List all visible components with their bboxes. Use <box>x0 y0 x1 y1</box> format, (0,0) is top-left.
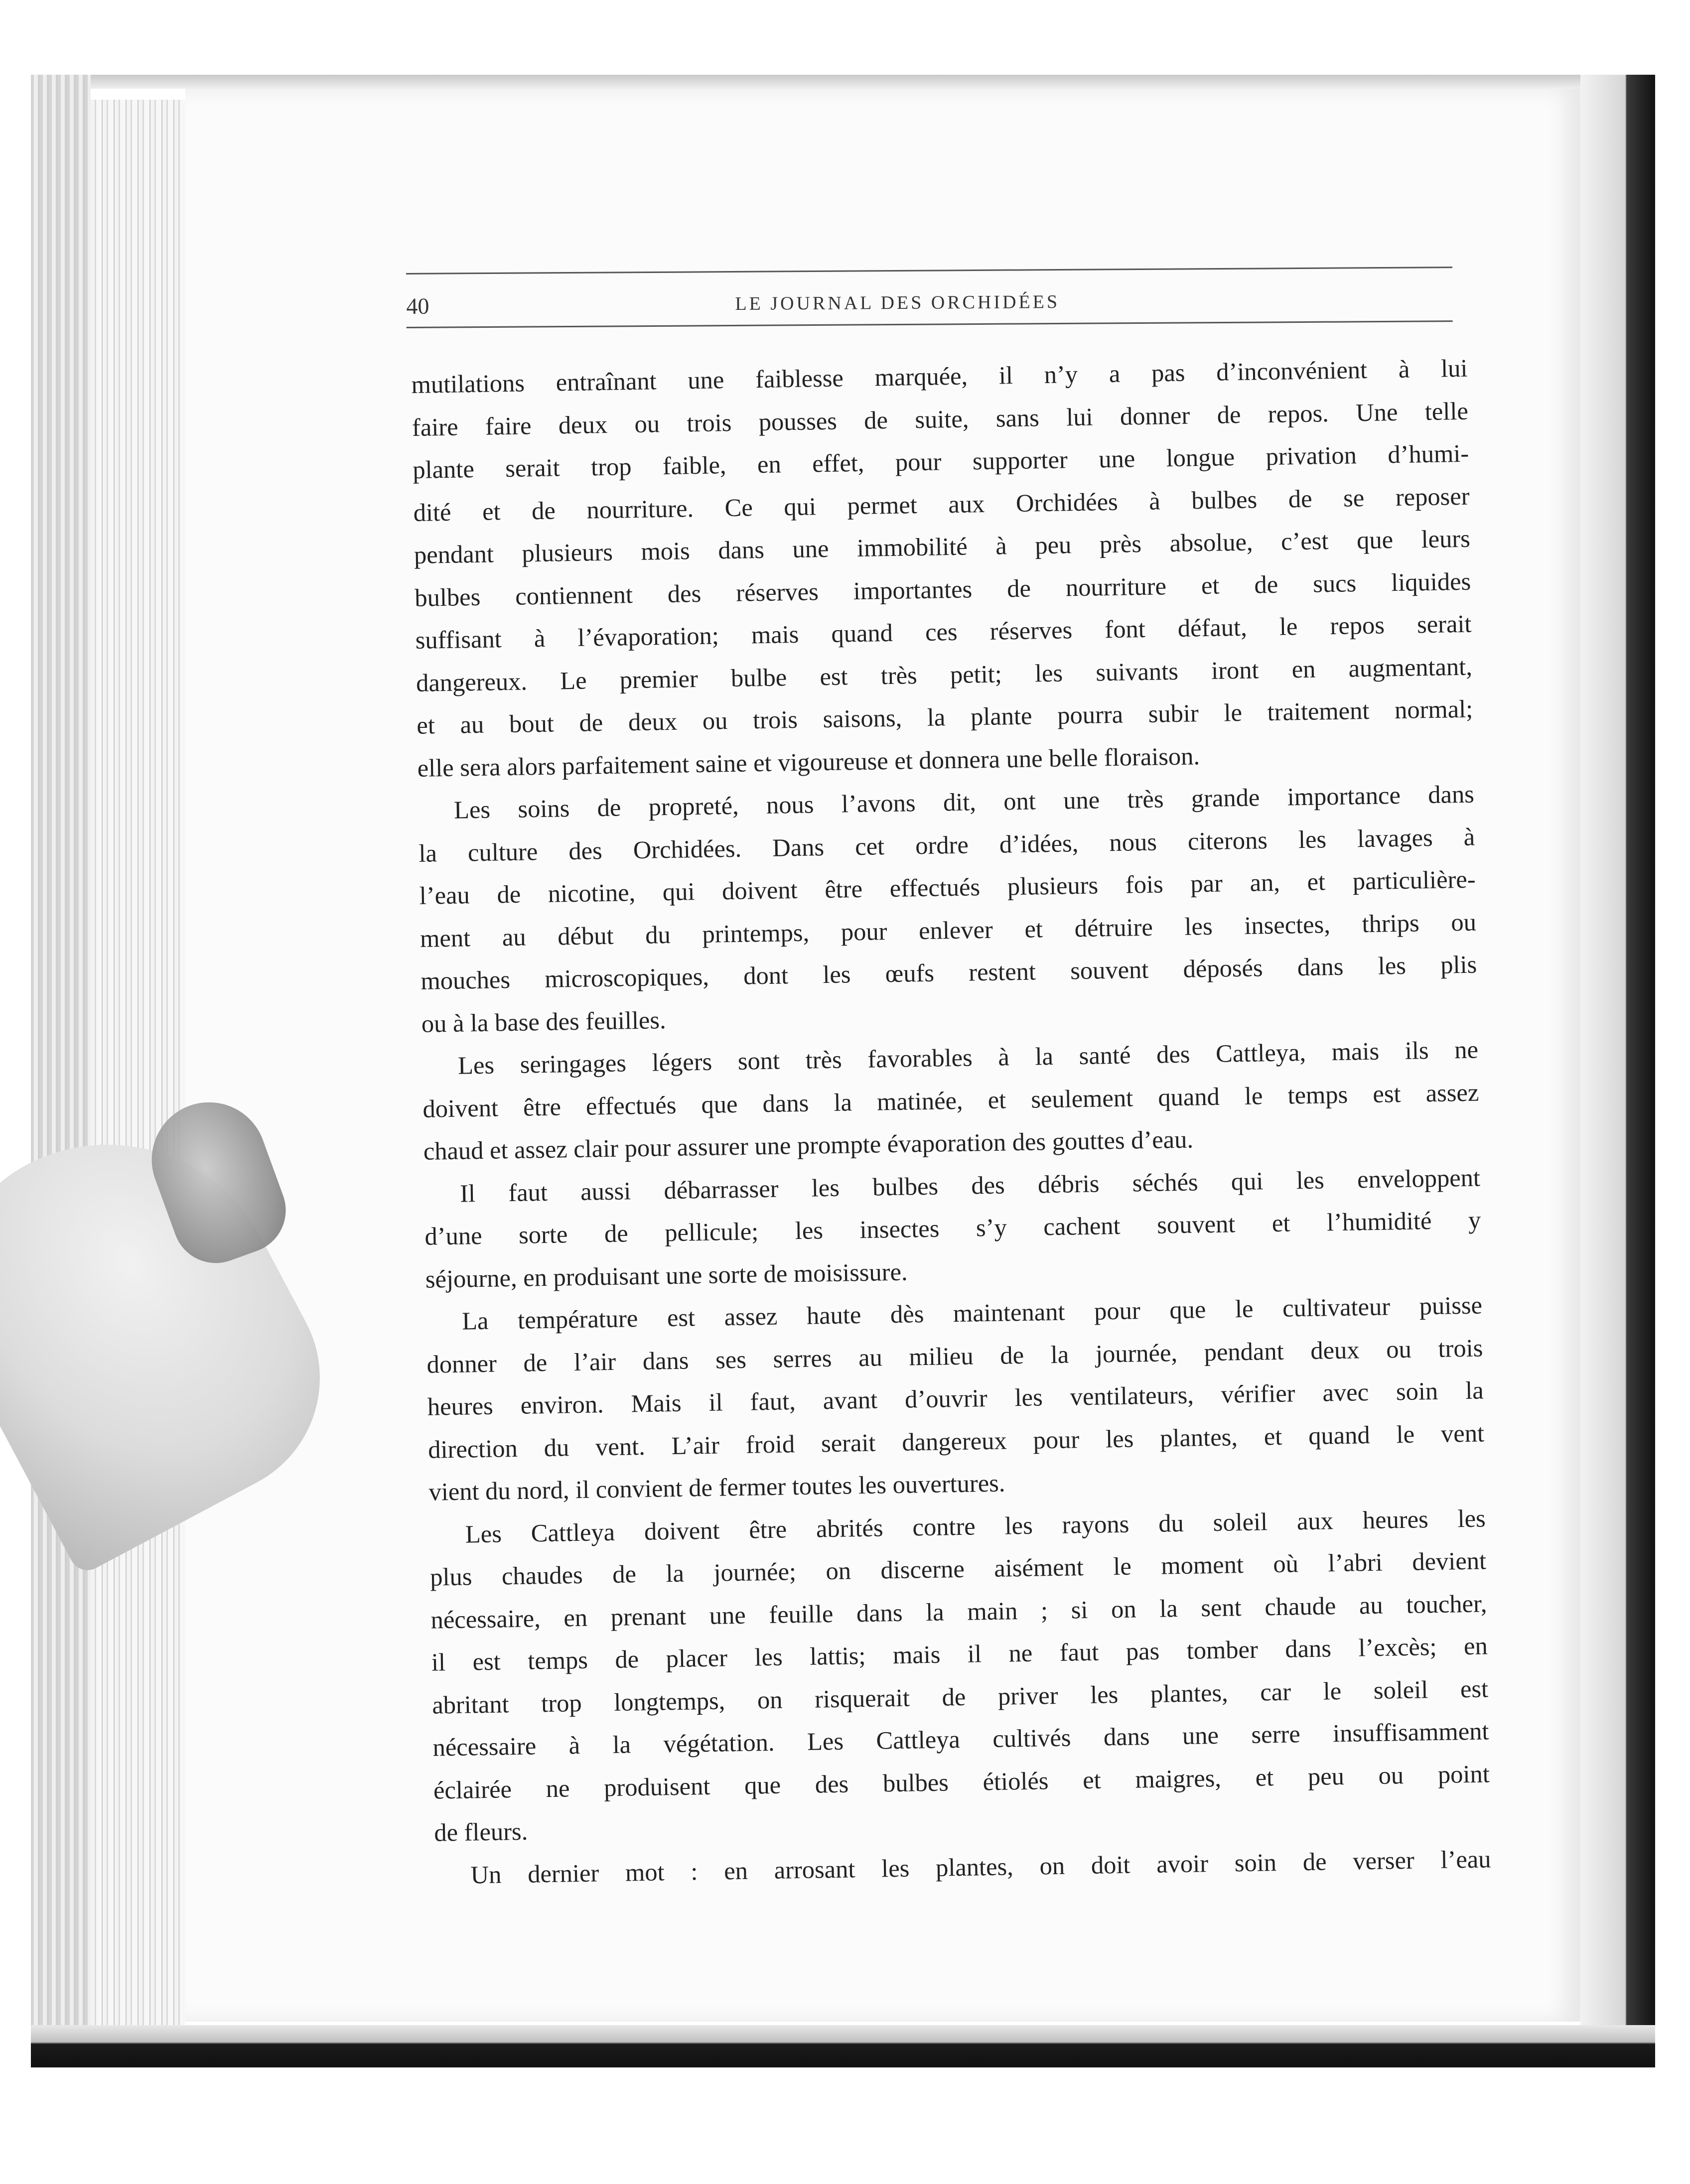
text-line: éclairée ne produisent que des bulbes étiolés et maigres, et peu ou point <box>433 1759 1490 1804</box>
text-line: ment au début du printemps, pour enlever et détruire les insectes, thrips ou <box>420 908 1477 953</box>
text-line: suffisant à l’évaporation; mais quand ces réserves font défaut, le repos serait <box>415 609 1472 654</box>
text-line: plus chaudes de la journée; on discerne aisément le moment où l’abri devient <box>429 1546 1487 1591</box>
text-line: abritant trop longtemps, on risquerait de priver les plantes, car le soleil est <box>431 1674 1489 1719</box>
book-binding <box>31 75 91 2043</box>
page-edges <box>91 100 185 2028</box>
text-line: l’eau de nicotine, qui doivent être effectués plusieurs fois par an, et particulière- <box>419 865 1476 910</box>
text-line: direction du vent. L’air froid serait dangereux pour les plantes, et quand le vent <box>427 1418 1485 1464</box>
book-cover-edge <box>1580 75 1655 2048</box>
running-header <box>406 267 1453 348</box>
book-top-shadow <box>35 75 1644 89</box>
text-line: dité et de nourriture. Ce qui permet aux Orchidées à bulbes de se reposer <box>413 482 1470 527</box>
text-line: de fleurs. <box>433 1817 528 1847</box>
text-line: Les soins de propreté, nous l’avons dit, ont une très grande importance dans <box>453 780 1475 824</box>
text-line: nécessaire à la végétation. Les Cattleya cultivés dans une serre insuffisamment <box>432 1717 1489 1762</box>
page-number: 40 <box>406 293 429 319</box>
text-line: La température est assez haute dès maintenant pour que le cultivateur puisse <box>461 1291 1483 1335</box>
text-line: mouches microscopiques, dont les œufs restent souvent déposés dans les plis <box>421 950 1477 995</box>
text-line: dangereux. Le premier bulbe est très petit; les suivants iront en augmentant, <box>416 652 1473 697</box>
text-line: doivent être effectués que dans la matinée, et seulement quand le temps est assez <box>422 1078 1479 1123</box>
text-line: séjourne, en produisant une sorte de moisissure. <box>425 1257 908 1293</box>
text-line: vient du nord, il convient de fermer toutes les ouvertures. <box>428 1469 1005 1506</box>
text-line: ou à la base des feuilles. <box>421 1005 666 1038</box>
text-line: elle sera alors parfaitement saine et vigoureuse et donnera une belle floraison. <box>417 741 1200 782</box>
text-line: heures environ. Mais il faut, avant d’ouvrir les ventilateurs, vérifier avec soin la <box>427 1376 1484 1421</box>
text-line: Les Cattleya doivent être abrités contre les rayons du soleil aux heures les <box>465 1503 1486 1548</box>
text-line: bulbes contiennent des réserves importantes de nourriture et de sucs liquides <box>414 567 1471 612</box>
header-rule-bottom <box>407 320 1453 328</box>
text-line: nécessaire, en prenant une feuille dans la main ; si on la sent chaude au toucher, <box>430 1589 1487 1634</box>
text-line: Les seringages légers sont très favorables à la santé des Cattleya, mais ils ne <box>457 1035 1479 1080</box>
book-cover-bottom <box>31 2025 1655 2067</box>
text-line: plante serait trop faible, en effet, pour supporter une longue privation d’humi- <box>412 439 1469 484</box>
text-line: faire faire deux ou trois pousses de suite, sans lui donner de repos. Une telle <box>412 397 1469 441</box>
text-line: d’une sorte de pellicule; les insectes s’y cachent souvent et l’humidité y <box>424 1206 1481 1250</box>
text-line: il est temps de placer les lattis; mais il ne faut pas tomber dans l’excès; en <box>431 1632 1488 1676</box>
text-line: Un dernier mot : en arrosant les plantes, on doit avoir soin de verser l’eau <box>470 1844 1491 1889</box>
text-line: Il faut aussi débarrasser les bulbes des débris séchés qui les enveloppent <box>459 1163 1481 1208</box>
text-line: et au bout de deux ou trois saisons, la plante pourra subir le traitement normal; <box>416 694 1473 739</box>
text-line: donner de l’air dans ses serres au milieu de la journée, pendant deux ou trois <box>426 1333 1483 1378</box>
text-line: chaud et assez clair pour assurer une prompte évaporation des gouttes d’eau. <box>423 1125 1194 1165</box>
body-text <box>411 347 1491 1897</box>
text-line: la culture des Orchidées. Dans cet ordre d’idées, nous citerons les lavages à <box>418 822 1475 867</box>
text-line: mutilations entraînant une faiblesse marquée, il n’y a pas d’inconvénient à lui <box>411 354 1468 399</box>
text-line: pendant plusieurs mois dans une immobilité à peu près absolue, c’est que leurs <box>414 524 1471 569</box>
running-title: LE JOURNAL DES ORCHIDÉES <box>735 291 1060 314</box>
